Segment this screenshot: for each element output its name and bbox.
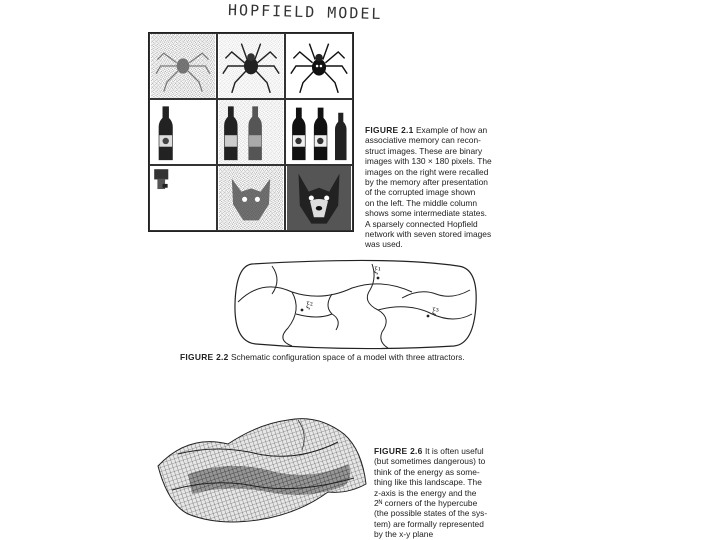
figure-2-6-caption [374, 446, 529, 540]
caption-line: by the memory after presentation [365, 177, 488, 188]
caption-line: by the x-y plane [374, 529, 434, 540]
attractor-label-3: ξ³ [432, 306, 439, 316]
caption-line: was used. [365, 239, 403, 250]
attractor-point-3 [427, 315, 430, 318]
figure-2-6-label: FIGURE 2.6 [374, 446, 423, 456]
configuration-space-boundary [235, 260, 476, 348]
spider-corrupted-image [149, 33, 217, 99]
energy-landscape-surface [148, 404, 370, 528]
bottles-recalled-image [285, 99, 353, 165]
figure-2-1-caption [365, 125, 565, 250]
attractor-point-2 [301, 309, 304, 312]
caption-line: Example of how an [415, 125, 488, 135]
caption-line: images with 130 × 180 pixels. The [365, 156, 492, 167]
attractor-point-1 [377, 277, 380, 280]
caption-line: struct images. These are binary [365, 145, 483, 156]
figure-2-1-label: FIGURE 2.1 [365, 125, 414, 135]
attractor-label-2: ξ² [306, 300, 313, 310]
caption-line: (the possible states of the sys- [374, 508, 488, 519]
page-title: HOPFIELD MODEL [227, 0, 383, 24]
bottles-intermediate-image [217, 99, 285, 165]
caption-line: 2ᴺ corners of the hypercube [374, 498, 478, 509]
caption-line: z-axis is the energy and the [374, 487, 477, 498]
caption-line: thing like this landscape. The [374, 477, 482, 488]
spider-intermediate-image [217, 33, 285, 99]
figure-2-2-label: FIGURE 2.2 [180, 352, 229, 362]
spider-recalled-image [285, 33, 353, 99]
caption-line: It is often useful [424, 446, 484, 456]
bottle-corrupted-image [149, 99, 217, 165]
dog-corrupted-image [149, 165, 217, 231]
caption-line: network with seven stored images [365, 229, 492, 240]
configuration-space-diagram [232, 258, 478, 350]
caption-line: on the left. The middle column [365, 197, 478, 208]
caption-line: shows some intermediate states. [365, 208, 487, 219]
attractor-label-1: ξ¹ [374, 265, 381, 275]
caption-line: A sparsely connected Hopfield [365, 218, 478, 229]
dog-intermediate-image [217, 165, 285, 231]
caption-line: images on the right were recalled [365, 166, 489, 177]
caption-line: tem) are formally represented [374, 518, 484, 529]
caption-line: associative memory can recon- [365, 135, 481, 146]
caption-text: Schematic configuration space of a model with three attractors. [230, 352, 465, 362]
figure-2-1-image-grid [148, 32, 354, 232]
figure-2-2-caption [180, 352, 580, 362]
dog-recalled-image [285, 165, 353, 231]
caption-line: think of the energy as some- [374, 466, 480, 477]
caption-line: (but sometimes dangerous) to [374, 456, 486, 467]
caption-line: of the corrupted image shown [365, 187, 476, 198]
